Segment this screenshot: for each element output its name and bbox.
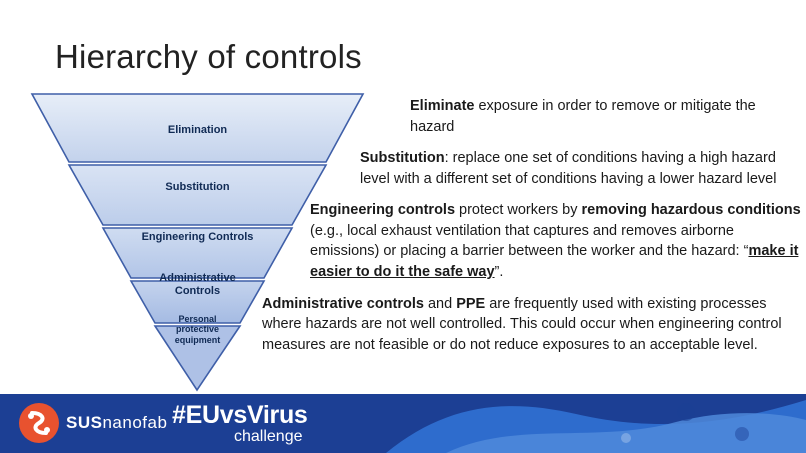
- paragraph-substitution-rest: : replace one set of conditions having a high hazard level with a different set of conditions having a lower hazard level: [360, 150, 777, 187]
- logo-text-bold: SUS: [66, 413, 103, 432]
- paragraph-engineering: [310, 200, 802, 282]
- pyramid-label-ppe: [128, 314, 267, 345]
- paragraph-administrative-rest: are frequently used with existing processes where hazards are not well controlled. This could occur when engineering control measures are not feasible or do not reduce exposures to an acceptable level.: [262, 295, 782, 353]
- paragraph-administrative-bold2: PPE: [456, 295, 486, 312]
- paragraph-administrative-mid: and: [423, 295, 457, 312]
- euvsvirus-title: #EUvsVirus: [172, 401, 308, 429]
- footer-banner: [0, 394, 806, 453]
- logo-text-thin: nanofab: [102, 413, 168, 432]
- paragraph-engineering-tail: ”.: [494, 264, 504, 281]
- page-title: Hierarchy of controls: [55, 38, 362, 75]
- paragraph-engineering-lead: Engineering controls: [310, 202, 456, 219]
- pyramid-label-ppe-line2: protective: [175, 324, 219, 335]
- paragraph-administrative: [262, 294, 802, 356]
- pyramid-label-elimination: Elimination: [167, 124, 228, 136]
- euvsvirus-subtitle: challenge: [234, 428, 303, 445]
- paragraph-eliminate-rest: exposure in order to remove or mitigate the hazard: [410, 98, 756, 135]
- paragraph-administrative-lead: Administrative controls: [262, 295, 424, 312]
- pyramid-label-ppe-line3: equipment: [174, 334, 221, 345]
- pyramid-label-administrative-line1: Administrative: [159, 272, 236, 284]
- pyramid-label-ppe-line1: Personal: [178, 314, 217, 324]
- controls-description-list: [262, 96, 802, 366]
- paragraph-eliminate: [410, 96, 802, 137]
- pyramid-label-engineering-controls: Engineering Controls: [141, 231, 254, 243]
- pyramid-label-administrative-line2: Controls: [174, 284, 221, 297]
- paragraph-substitution: [360, 148, 802, 189]
- paragraph-substitution-lead: Substitution: [360, 150, 445, 167]
- pyramid-label-substitution: Substitution: [165, 181, 230, 193]
- susnanofab-logo-icon: [18, 402, 60, 444]
- paragraph-eliminate-lead: Eliminate: [410, 98, 475, 114]
- paragraph-engineering-mid: protect workers by: [455, 202, 582, 219]
- susnanofab-wordmark: [66, 413, 167, 433]
- paragraph-engineering-rest: (e.g., local exhaust ventilation that captures and removes airborne emissions) or placing a barrier between the worker and the hazard: “: [310, 222, 749, 260]
- banner-wave-decoration: [386, 394, 806, 453]
- paragraph-engineering-underlined: make it easier to do it the safe way: [310, 243, 799, 281]
- paragraph-engineering-bold2: removing hazardous conditions: [581, 202, 801, 219]
